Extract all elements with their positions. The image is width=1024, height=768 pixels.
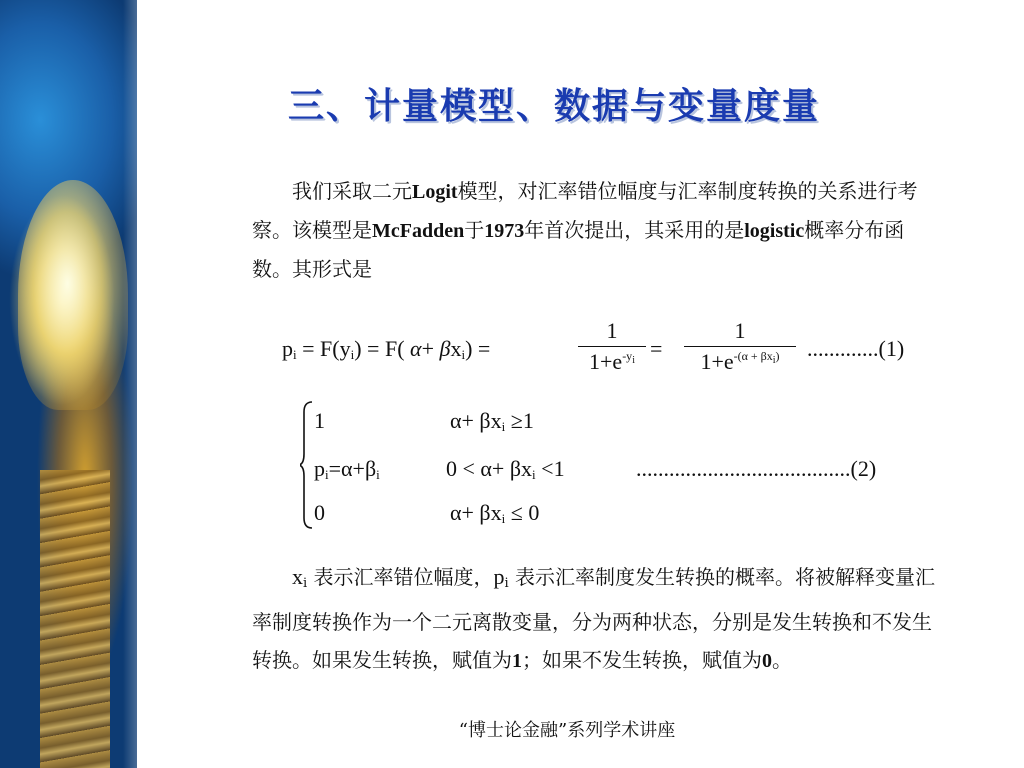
equation-2-number: .......................................(2) bbox=[636, 456, 877, 481]
bulb-glow bbox=[18, 180, 128, 410]
slide-title: 三、计量模型、数据与变量度量 bbox=[288, 86, 821, 127]
equals-sign: = bbox=[650, 336, 663, 361]
equation-2 bbox=[300, 400, 940, 532]
case-row-3: 0 bbox=[314, 500, 325, 525]
case-row-2: $p_i=\alpha+\beta_i$ bbox=[314, 456, 380, 482]
equation-1-number: .............(1) bbox=[807, 336, 905, 361]
equation-1 bbox=[282, 318, 942, 388]
intro-paragraph: 我们采取二元Logit模型，对汇率错位幅度与汇率制度转换的关系进行考察。该模型是McFadden于1973年首次提出，其采用的是logistic概率分布函数。其形式是 bbox=[252, 179, 918, 281]
left-brace bbox=[300, 400, 314, 530]
footer: “博士论金融”系列学术讲座 bbox=[458, 720, 676, 741]
case-row-1: 1 bbox=[314, 408, 325, 433]
fraction-1: 1 $1+e^{-y_i}$ bbox=[578, 318, 646, 375]
description-paragraph: $x_i$ 表示汇率错位幅度，$p_i$ 表示汇率制度发生转换的概率。将被解释变量汇率制度转换作为一个二元离散变量，分为两种状态，分别是发生转换和不发生转换。如果发生转换，赋值为1；如果不发生转换，赋值为0。 bbox=[252, 564, 936, 672]
equation-1-lhs: $p_i = F(y_i) = F$( $\alpha+ \beta x_i$) = bbox=[282, 336, 491, 362]
light-bulb-photo bbox=[0, 0, 137, 768]
case-cond-2: $0 < \alpha+ \beta x_i <1$ bbox=[446, 456, 565, 482]
case-cond-3: $\alpha+ \beta x_i \le 0$ bbox=[450, 500, 540, 526]
case-cond-1: $\alpha+ \beta x_i \ge 1$ bbox=[450, 408, 534, 434]
photo-edge bbox=[123, 0, 137, 768]
fraction-2: 1 $1+e^{-(\alpha + \beta x_i)}$ bbox=[684, 318, 796, 375]
